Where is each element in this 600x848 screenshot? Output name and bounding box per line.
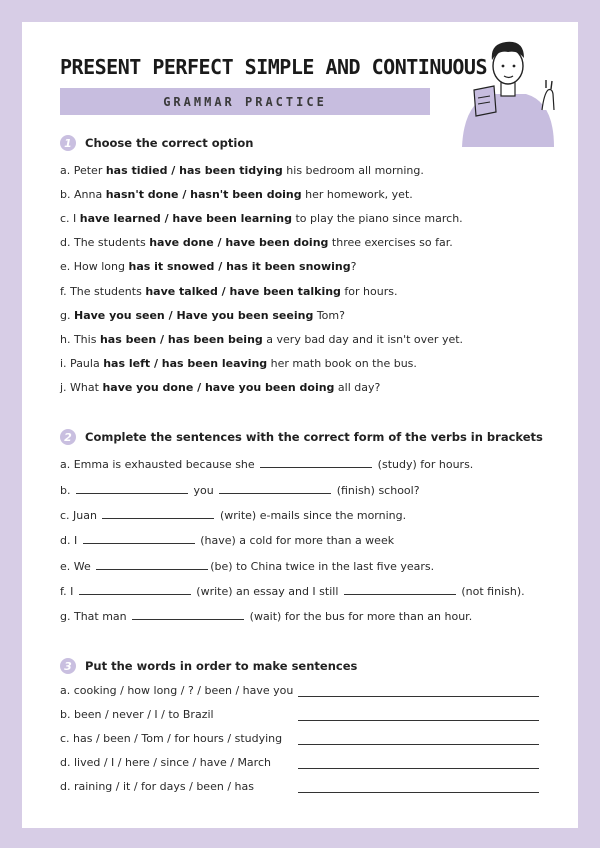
s2-item-a: a. Emma is exhausted because she (study) for hours. <box>60 458 474 471</box>
answer-blank[interactable] <box>344 584 456 595</box>
s1-option-h[interactable]: has been / has been being <box>99 333 263 346</box>
s3-item-e: d. raining / it / for days / been / has <box>60 780 254 793</box>
section1-heading <box>60 135 253 151</box>
s2-item-c: c. Juan (write) e-mails since the morning. <box>60 509 407 522</box>
s1-item-b: b. Anna hasn't done / hasn't been doing her homework, yet. <box>60 188 413 201</box>
s1-option-i[interactable]: has left / has been leaving <box>103 357 268 370</box>
s1-option-j[interactable]: have you done / have you been doing <box>102 381 335 394</box>
s1-option-b[interactable]: hasn't done / hasn't been doing <box>105 188 302 201</box>
s1-item-d: d. The students have done / have been doing three exercises so far. <box>60 236 453 249</box>
subtitle-banner <box>60 88 430 115</box>
answer-blank[interactable] <box>83 533 195 544</box>
s1-item-c: c. I have learned / have been learning to play the piano since march. <box>60 212 463 225</box>
s2-item-d: d. I (have) a cold for more than a week <box>60 534 395 547</box>
answer-blank[interactable] <box>260 457 372 468</box>
hand-shape <box>542 90 554 111</box>
s3-item-c: c. has / been / Tom / for hours / studying <box>60 732 283 745</box>
section3-number: 3 <box>60 658 76 674</box>
section3-heading <box>60 658 357 674</box>
section2-number: 2 <box>60 429 76 445</box>
answer-line[interactable] <box>298 768 539 769</box>
section1-title: Choose the correct option <box>85 136 254 150</box>
s1-option-d[interactable]: have done / have been doing <box>149 236 329 249</box>
worksheet-page <box>22 22 578 828</box>
answer-blank[interactable] <box>132 609 244 620</box>
subtitle: GRAMMAR PRACTICE <box>163 94 327 109</box>
section2-heading <box>60 429 543 445</box>
section1-number: 1 <box>60 135 76 151</box>
answer-blank[interactable] <box>96 559 208 570</box>
student-reading-illustration <box>454 32 564 147</box>
s2-item-b: b. you (finish) school? <box>60 484 420 497</box>
section3-title: Put the words in order to make sentences <box>85 659 358 673</box>
answer-line[interactable] <box>298 744 539 745</box>
s3-item-a: a. cooking / how long / ? / been / have you <box>60 684 294 697</box>
answer-line[interactable] <box>298 720 539 721</box>
s2-item-e: e. We (be) to China twice in the last five years. <box>60 560 435 573</box>
answer-blank[interactable] <box>219 483 331 494</box>
answer-blank[interactable] <box>76 483 188 494</box>
s1-option-g[interactable]: Have you seen / Have you been seeing <box>73 309 314 322</box>
s1-item-i: i. Paula has left / has been leaving her math book on the bus. <box>60 357 417 370</box>
s2-item-g: g. That man (wait) for the bus for more than an hour. <box>60 610 473 623</box>
book-shape <box>474 86 496 116</box>
answer-blank[interactable] <box>79 584 191 595</box>
s1-option-f[interactable]: have talked / have been talking <box>145 285 341 298</box>
s1-item-j: j. What have you done / have you been doing all day? <box>60 381 381 394</box>
section2-title: Complete the sentences with the correct form of the verbs in brackets <box>85 430 543 444</box>
s1-item-e: e. How long has it snowed / has it been snowing? <box>60 260 357 273</box>
s1-item-f: f. The students have talked / have been talking for hours. <box>60 285 398 298</box>
answer-line[interactable] <box>298 696 539 697</box>
s3-item-d: d. lived / I / here / since / have / March <box>60 756 271 769</box>
s3-item-b: b. been / never / I / to Brazil <box>60 708 214 721</box>
s1-option-e[interactable]: has it snowed / has it been snowing <box>128 260 351 273</box>
s1-item-g: g. Have you seen / Have you been seeing Tom? <box>60 309 345 322</box>
s1-option-c[interactable]: have learned / have been learning <box>79 212 292 225</box>
worksheet-title: PRESENT PERFECT SIMPLE AND CONTINUOUS <box>60 55 488 79</box>
s2-item-f: f. I (write) an essay and I still (not finish). <box>60 585 525 598</box>
s1-item-a: a. Peter has tidied / has been tidying his bedroom all morning. <box>60 164 424 177</box>
s1-option-a[interactable]: has tidied / has been tidying <box>105 164 283 177</box>
s1-item-h: h. This has been / has been being a very bad day and it isn't over yet. <box>60 333 464 346</box>
answer-line[interactable] <box>298 792 539 793</box>
answer-blank[interactable] <box>102 508 214 519</box>
